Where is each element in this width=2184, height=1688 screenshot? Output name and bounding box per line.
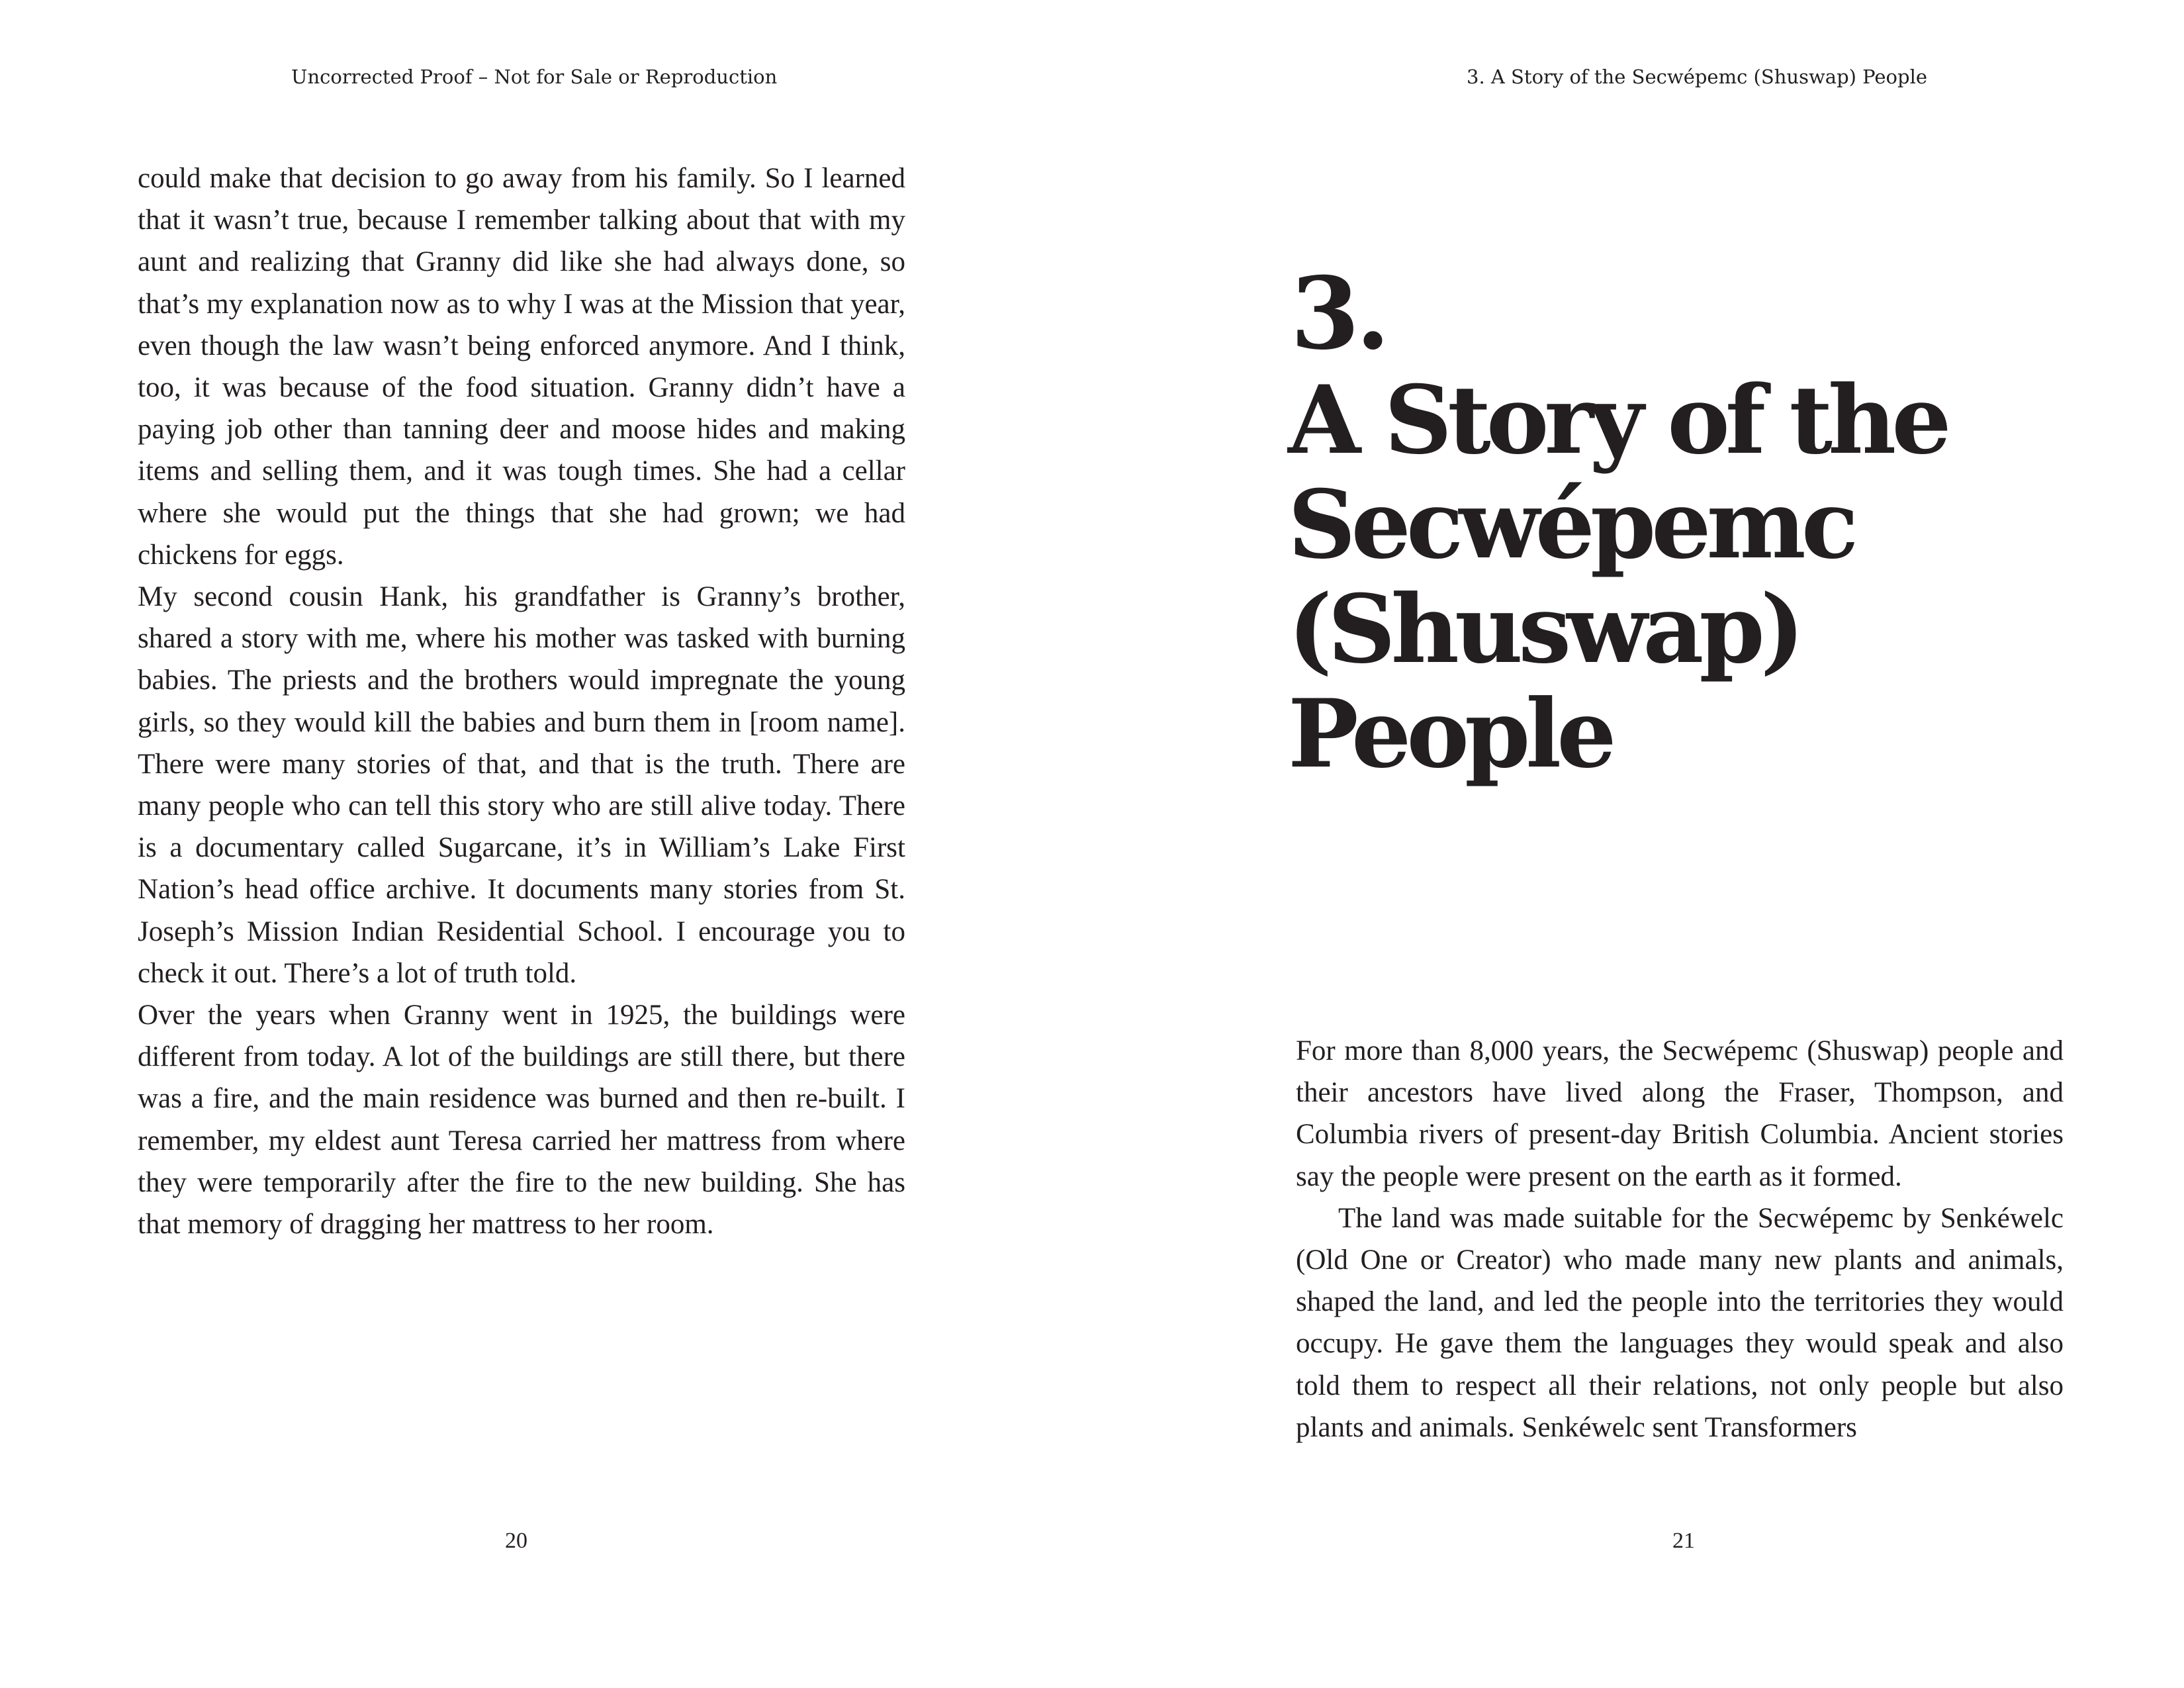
chapter-title [1288, 365, 2115, 789]
paragraph: could make that decision to go away from his family. So I learned that it wasn’t true, because I remember talking about that with my aunt and realizing that Granny did like she had always done, so that’s my explanation now as to why I was at the Mission that year, even though the law wasn’t being enforced anymore. And I think, too, it was because of the food situation. Granny didn’t have a paying job other than tanning deer and moose hides and making items and selling them, and it was tough times. She had a cellar where she would put the things that she had grown; we had chickens for eggs. [138, 163, 905, 571]
paragraph: The land was made suitable for the Secwépemc by Senkéwelc (Old One or Creator) who made many new plants and animals, shaped the land, and led the people into the territories they would occupy. He gave them the languages they would speak and also told them to respect all their relations, not only people but also plants and animals. Senkéwelc sent Transformers [1296, 1202, 2064, 1443]
chapter-title-line: (Shuswap) [1288, 575, 1800, 684]
chapter-title-line: People [1288, 679, 1612, 789]
left-page-body [138, 158, 905, 1245]
right-page-body [1296, 1030, 2064, 1448]
paragraph: Over the years when Granny went in 1925, the buildings were different from today. A lot of the buildings are still there, but there was a fire, and the main residence was burned and then re-built. I remember, my eldest aunt Teresa carried her mattress from where they were temporarily after the fire to the new building. She has that memory of dragging her mattress to her room. [138, 1000, 905, 1241]
page-number-right: 21 [1672, 1528, 1695, 1553]
page-number-left: 20 [505, 1528, 527, 1553]
right-page [1092, 0, 2184, 1688]
chapter-title-line: A Story of the [1288, 365, 1947, 475]
chapter-number: 3. [1291, 256, 1387, 372]
chapter-title-line: Secwépemc [1288, 470, 1854, 580]
paragraph: My second cousin Hank, his grandfather is Granny’s brother, shared a story with me, where his mother was tasked with burning babies. The priests and the brothers would impregnate the young girls, so they would kill the babies and burn them in [room name]. There were many stories of that, and that is the truth. There are many people who can tell this story who are still alive today. There is a documentary called Sugarcane, it’s in William’s Lake First Nation’s head office archive. It documents many stories from St. Joseph’s Mission Indian Residential School. I encourage you to check it out. There’s a lot of truth told. [138, 581, 905, 989]
running-head-right: 3. A Story of the Secwépemc (Shuswap) People [1467, 66, 1928, 88]
paragraph: For more than 8,000 years, the Secwépemc (Shuswap) people and their ancestors have lived along the Fraser, Thompson, and Columbia rivers of present-day British Columbia. Ancient stories say the people were present on the earth as it formed. [1296, 1035, 2064, 1192]
running-head-left: Uncorrected Proof – Not for Sale or Reproduction [291, 66, 778, 88]
